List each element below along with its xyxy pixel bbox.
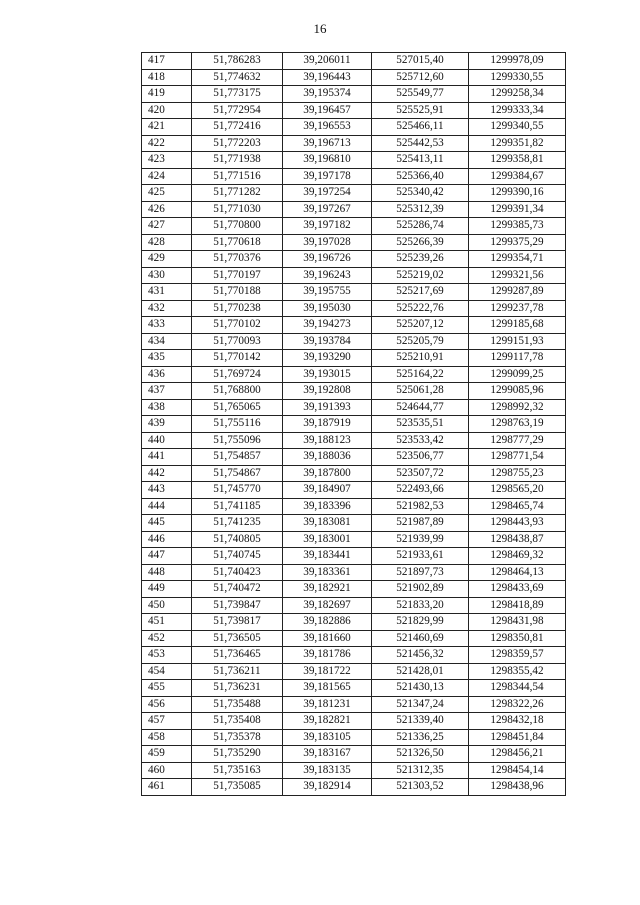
x-coordinate-cell: 523533,42	[372, 432, 469, 449]
coordinates-table-body	[142, 53, 566, 796]
y-coordinate-cell: 1298464,13	[469, 564, 566, 581]
table-row	[142, 300, 566, 317]
x-coordinate-cell: 523507,72	[372, 465, 469, 482]
y-coordinate-cell: 1299099,25	[469, 366, 566, 383]
x-coordinate-cell: 525312,39	[372, 201, 469, 218]
longitude-cell: 39,196457	[283, 102, 372, 119]
point-number-cell: 434	[142, 333, 192, 350]
longitude-cell: 39,196726	[283, 251, 372, 268]
latitude-cell: 51,736211	[192, 663, 283, 680]
point-number-cell: 440	[142, 432, 192, 449]
x-coordinate-cell: 521897,73	[372, 564, 469, 581]
latitude-cell: 51,735488	[192, 696, 283, 713]
table-row	[142, 498, 566, 515]
y-coordinate-cell: 1299358,81	[469, 152, 566, 169]
point-number-cell: 436	[142, 366, 192, 383]
table-row	[142, 432, 566, 449]
table-row	[142, 597, 566, 614]
x-coordinate-cell: 521833,20	[372, 597, 469, 614]
x-coordinate-cell: 525222,76	[372, 300, 469, 317]
coordinates-table	[141, 52, 566, 796]
y-coordinate-cell: 1298771,54	[469, 449, 566, 466]
point-number-cell: 448	[142, 564, 192, 581]
x-coordinate-cell: 525061,28	[372, 383, 469, 400]
y-coordinate-cell: 1298438,96	[469, 779, 566, 796]
latitude-cell: 51,773175	[192, 86, 283, 103]
longitude-cell: 39,183105	[283, 729, 372, 746]
point-number-cell: 449	[142, 581, 192, 598]
point-number-cell: 455	[142, 680, 192, 697]
y-coordinate-cell: 1298443,93	[469, 515, 566, 532]
y-coordinate-cell: 1298777,29	[469, 432, 566, 449]
y-coordinate-cell: 1298418,89	[469, 597, 566, 614]
table-row	[142, 449, 566, 466]
longitude-cell: 39,182921	[283, 581, 372, 598]
table-row	[142, 251, 566, 268]
y-coordinate-cell: 1299384,67	[469, 168, 566, 185]
x-coordinate-cell: 521987,89	[372, 515, 469, 532]
table-row	[142, 102, 566, 119]
y-coordinate-cell: 1299117,78	[469, 350, 566, 367]
y-coordinate-cell: 1299333,34	[469, 102, 566, 119]
latitude-cell: 51,755096	[192, 432, 283, 449]
longitude-cell: 39,194273	[283, 317, 372, 334]
table-row	[142, 399, 566, 416]
table-row	[142, 729, 566, 746]
latitude-cell: 51,771938	[192, 152, 283, 169]
y-coordinate-cell: 1299978,09	[469, 53, 566, 70]
latitude-cell: 51,745770	[192, 482, 283, 499]
y-coordinate-cell: 1298432,18	[469, 713, 566, 730]
longitude-cell: 39,181786	[283, 647, 372, 664]
longitude-cell: 39,182914	[283, 779, 372, 796]
x-coordinate-cell: 521428,01	[372, 663, 469, 680]
latitude-cell: 51,754857	[192, 449, 283, 466]
latitude-cell: 51,786283	[192, 53, 283, 70]
point-number-cell: 421	[142, 119, 192, 136]
latitude-cell: 51,735408	[192, 713, 283, 730]
y-coordinate-cell: 1298350,81	[469, 630, 566, 647]
x-coordinate-cell: 521939,99	[372, 531, 469, 548]
point-number-cell: 422	[142, 135, 192, 152]
latitude-cell: 51,771516	[192, 168, 283, 185]
y-coordinate-cell: 1298322,26	[469, 696, 566, 713]
latitude-cell: 51,768800	[192, 383, 283, 400]
longitude-cell: 39,187919	[283, 416, 372, 433]
table-row	[142, 663, 566, 680]
point-number-cell: 417	[142, 53, 192, 70]
latitude-cell: 51,736465	[192, 647, 283, 664]
longitude-cell: 39,183441	[283, 548, 372, 565]
point-number-cell: 444	[142, 498, 192, 515]
latitude-cell: 51,770800	[192, 218, 283, 235]
latitude-cell: 51,771030	[192, 201, 283, 218]
y-coordinate-cell: 1299351,82	[469, 135, 566, 152]
latitude-cell: 51,740423	[192, 564, 283, 581]
table-row	[142, 515, 566, 532]
longitude-cell: 39,197254	[283, 185, 372, 202]
latitude-cell: 51,755116	[192, 416, 283, 433]
longitude-cell: 39,183361	[283, 564, 372, 581]
x-coordinate-cell: 525217,69	[372, 284, 469, 301]
latitude-cell: 51,735290	[192, 746, 283, 763]
point-number-cell: 460	[142, 762, 192, 779]
table-row	[142, 680, 566, 697]
point-number-cell: 456	[142, 696, 192, 713]
longitude-cell: 39,195755	[283, 284, 372, 301]
longitude-cell: 39,183135	[283, 762, 372, 779]
longitude-cell: 39,187800	[283, 465, 372, 482]
latitude-cell: 51,770197	[192, 267, 283, 284]
table-row	[142, 152, 566, 169]
point-number-cell: 420	[142, 102, 192, 119]
latitude-cell: 51,735085	[192, 779, 283, 796]
longitude-cell: 39,183001	[283, 531, 372, 548]
x-coordinate-cell: 525239,26	[372, 251, 469, 268]
latitude-cell: 51,740472	[192, 581, 283, 598]
latitude-cell: 51,770093	[192, 333, 283, 350]
x-coordinate-cell: 525442,53	[372, 135, 469, 152]
x-coordinate-cell: 521829,99	[372, 614, 469, 631]
longitude-cell: 39,192808	[283, 383, 372, 400]
table-row	[142, 416, 566, 433]
x-coordinate-cell: 527015,40	[372, 53, 469, 70]
table-row	[142, 284, 566, 301]
x-coordinate-cell: 525207,12	[372, 317, 469, 334]
point-number-cell: 427	[142, 218, 192, 235]
longitude-cell: 39,183167	[283, 746, 372, 763]
x-coordinate-cell: 521456,32	[372, 647, 469, 664]
x-coordinate-cell: 525525,91	[372, 102, 469, 119]
latitude-cell: 51,735378	[192, 729, 283, 746]
table-row	[142, 69, 566, 86]
table-row	[142, 366, 566, 383]
longitude-cell: 39,206011	[283, 53, 372, 70]
y-coordinate-cell: 1299151,93	[469, 333, 566, 350]
y-coordinate-cell: 1299375,29	[469, 234, 566, 251]
x-coordinate-cell: 521902,89	[372, 581, 469, 598]
y-coordinate-cell: 1298451,84	[469, 729, 566, 746]
point-number-cell: 435	[142, 350, 192, 367]
point-number-cell: 432	[142, 300, 192, 317]
latitude-cell: 51,772416	[192, 119, 283, 136]
x-coordinate-cell: 525205,79	[372, 333, 469, 350]
table-row	[142, 630, 566, 647]
latitude-cell: 51,771282	[192, 185, 283, 202]
point-number-cell: 437	[142, 383, 192, 400]
point-number-cell: 457	[142, 713, 192, 730]
point-number-cell: 450	[142, 597, 192, 614]
y-coordinate-cell: 1298456,21	[469, 746, 566, 763]
table-row	[142, 333, 566, 350]
point-number-cell: 446	[142, 531, 192, 548]
y-coordinate-cell: 1299385,73	[469, 218, 566, 235]
longitude-cell: 39,197028	[283, 234, 372, 251]
y-coordinate-cell: 1298344,54	[469, 680, 566, 697]
y-coordinate-cell: 1298359,57	[469, 647, 566, 664]
y-coordinate-cell: 1299330,55	[469, 69, 566, 86]
y-coordinate-cell: 1299237,78	[469, 300, 566, 317]
table-row	[142, 581, 566, 598]
longitude-cell: 39,182821	[283, 713, 372, 730]
table-row	[142, 779, 566, 796]
y-coordinate-cell: 1299354,71	[469, 251, 566, 268]
x-coordinate-cell: 525712,60	[372, 69, 469, 86]
y-coordinate-cell: 1299258,34	[469, 86, 566, 103]
x-coordinate-cell: 525413,11	[372, 152, 469, 169]
y-coordinate-cell: 1298465,74	[469, 498, 566, 515]
table-row	[142, 135, 566, 152]
x-coordinate-cell: 521326,50	[372, 746, 469, 763]
table-row	[142, 548, 566, 565]
x-coordinate-cell: 525366,40	[372, 168, 469, 185]
y-coordinate-cell: 1298431,98	[469, 614, 566, 631]
latitude-cell: 51,735163	[192, 762, 283, 779]
latitude-cell: 51,770376	[192, 251, 283, 268]
longitude-cell: 39,183081	[283, 515, 372, 532]
point-number-cell: 438	[142, 399, 192, 416]
longitude-cell: 39,196810	[283, 152, 372, 169]
latitude-cell: 51,739847	[192, 597, 283, 614]
x-coordinate-cell: 521347,24	[372, 696, 469, 713]
latitude-cell: 51,770618	[192, 234, 283, 251]
x-coordinate-cell: 525549,77	[372, 86, 469, 103]
x-coordinate-cell: 523535,51	[372, 416, 469, 433]
x-coordinate-cell: 524644,77	[372, 399, 469, 416]
x-coordinate-cell: 525286,74	[372, 218, 469, 235]
latitude-cell: 51,736231	[192, 680, 283, 697]
table-row	[142, 465, 566, 482]
table-row	[142, 614, 566, 631]
longitude-cell: 39,197178	[283, 168, 372, 185]
x-coordinate-cell: 521430,13	[372, 680, 469, 697]
x-coordinate-cell: 525164,22	[372, 366, 469, 383]
x-coordinate-cell: 521933,61	[372, 548, 469, 565]
latitude-cell: 51,770142	[192, 350, 283, 367]
table-row	[142, 531, 566, 548]
point-number-cell: 441	[142, 449, 192, 466]
table-row	[142, 746, 566, 763]
x-coordinate-cell: 525219,02	[372, 267, 469, 284]
point-number-cell: 428	[142, 234, 192, 251]
longitude-cell: 39,195030	[283, 300, 372, 317]
table-row	[142, 350, 566, 367]
longitude-cell: 39,183396	[283, 498, 372, 515]
point-number-cell: 452	[142, 630, 192, 647]
point-number-cell: 445	[142, 515, 192, 532]
x-coordinate-cell: 523506,77	[372, 449, 469, 466]
table-row	[142, 383, 566, 400]
point-number-cell: 451	[142, 614, 192, 631]
y-coordinate-cell: 1299321,56	[469, 267, 566, 284]
table-row	[142, 713, 566, 730]
x-coordinate-cell: 525466,11	[372, 119, 469, 136]
point-number-cell: 423	[142, 152, 192, 169]
longitude-cell: 39,196243	[283, 267, 372, 284]
latitude-cell: 51,770188	[192, 284, 283, 301]
page-number: 16	[313, 21, 327, 36]
longitude-cell: 39,193015	[283, 366, 372, 383]
table-row	[142, 185, 566, 202]
point-number-cell: 454	[142, 663, 192, 680]
longitude-cell: 39,181565	[283, 680, 372, 697]
longitude-cell: 39,193290	[283, 350, 372, 367]
table-row	[142, 86, 566, 103]
y-coordinate-cell: 1298454,14	[469, 762, 566, 779]
latitude-cell: 51,772203	[192, 135, 283, 152]
point-number-cell: 430	[142, 267, 192, 284]
point-number-cell: 442	[142, 465, 192, 482]
point-number-cell: 461	[142, 779, 192, 796]
x-coordinate-cell: 522493,66	[372, 482, 469, 499]
y-coordinate-cell: 1298755,23	[469, 465, 566, 482]
table-row	[142, 564, 566, 581]
latitude-cell: 51,741185	[192, 498, 283, 515]
longitude-cell: 39,188036	[283, 449, 372, 466]
longitude-cell: 39,197182	[283, 218, 372, 235]
latitude-cell: 51,774632	[192, 69, 283, 86]
x-coordinate-cell: 521982,53	[372, 498, 469, 515]
x-coordinate-cell: 521460,69	[372, 630, 469, 647]
table-row	[142, 234, 566, 251]
longitude-cell: 39,196443	[283, 69, 372, 86]
x-coordinate-cell: 525210,91	[372, 350, 469, 367]
table-row	[142, 201, 566, 218]
point-number-cell: 431	[142, 284, 192, 301]
longitude-cell: 39,182886	[283, 614, 372, 631]
table-row	[142, 53, 566, 70]
longitude-cell: 39,184907	[283, 482, 372, 499]
longitude-cell: 39,191393	[283, 399, 372, 416]
y-coordinate-cell: 1299085,96	[469, 383, 566, 400]
longitude-cell: 39,182697	[283, 597, 372, 614]
point-number-cell: 425	[142, 185, 192, 202]
point-number-cell: 429	[142, 251, 192, 268]
table-row	[142, 218, 566, 235]
point-number-cell: 424	[142, 168, 192, 185]
table-row	[142, 267, 566, 284]
table-row	[142, 482, 566, 499]
latitude-cell: 51,739817	[192, 614, 283, 631]
table-row	[142, 168, 566, 185]
point-number-cell: 439	[142, 416, 192, 433]
table-row	[142, 696, 566, 713]
y-coordinate-cell: 1298992,32	[469, 399, 566, 416]
longitude-cell: 39,188123	[283, 432, 372, 449]
longitude-cell: 39,197267	[283, 201, 372, 218]
latitude-cell: 51,770102	[192, 317, 283, 334]
table-row	[142, 647, 566, 664]
latitude-cell: 51,740805	[192, 531, 283, 548]
latitude-cell: 51,741235	[192, 515, 283, 532]
longitude-cell: 39,181660	[283, 630, 372, 647]
point-number-cell: 418	[142, 69, 192, 86]
x-coordinate-cell: 525266,39	[372, 234, 469, 251]
latitude-cell: 51,769724	[192, 366, 283, 383]
longitude-cell: 39,196713	[283, 135, 372, 152]
point-number-cell: 433	[142, 317, 192, 334]
x-coordinate-cell: 521336,25	[372, 729, 469, 746]
longitude-cell: 39,181722	[283, 663, 372, 680]
y-coordinate-cell: 1299287,89	[469, 284, 566, 301]
table-row	[142, 119, 566, 136]
y-coordinate-cell: 1299340,55	[469, 119, 566, 136]
longitude-cell: 39,196553	[283, 119, 372, 136]
point-number-cell: 426	[142, 201, 192, 218]
y-coordinate-cell: 1298355,42	[469, 663, 566, 680]
latitude-cell: 51,736505	[192, 630, 283, 647]
point-number-cell: 447	[142, 548, 192, 565]
y-coordinate-cell: 1299390,16	[469, 185, 566, 202]
y-coordinate-cell: 1298565,20	[469, 482, 566, 499]
latitude-cell: 51,765065	[192, 399, 283, 416]
longitude-cell: 39,181231	[283, 696, 372, 713]
latitude-cell: 51,772954	[192, 102, 283, 119]
longitude-cell: 39,195374	[283, 86, 372, 103]
y-coordinate-cell: 1298469,32	[469, 548, 566, 565]
longitude-cell: 39,193784	[283, 333, 372, 350]
latitude-cell: 51,740745	[192, 548, 283, 565]
x-coordinate-cell: 525340,42	[372, 185, 469, 202]
y-coordinate-cell: 1299185,68	[469, 317, 566, 334]
point-number-cell: 443	[142, 482, 192, 499]
y-coordinate-cell: 1298438,87	[469, 531, 566, 548]
latitude-cell: 51,770238	[192, 300, 283, 317]
point-number-cell: 458	[142, 729, 192, 746]
x-coordinate-cell: 521339,40	[372, 713, 469, 730]
point-number-cell: 459	[142, 746, 192, 763]
x-coordinate-cell: 521312,35	[372, 762, 469, 779]
y-coordinate-cell: 1298433,69	[469, 581, 566, 598]
y-coordinate-cell: 1299391,34	[469, 201, 566, 218]
table-row	[142, 762, 566, 779]
latitude-cell: 51,754867	[192, 465, 283, 482]
table-row	[142, 317, 566, 334]
point-number-cell: 453	[142, 647, 192, 664]
point-number-cell: 419	[142, 86, 192, 103]
x-coordinate-cell: 521303,52	[372, 779, 469, 796]
y-coordinate-cell: 1298763,19	[469, 416, 566, 433]
